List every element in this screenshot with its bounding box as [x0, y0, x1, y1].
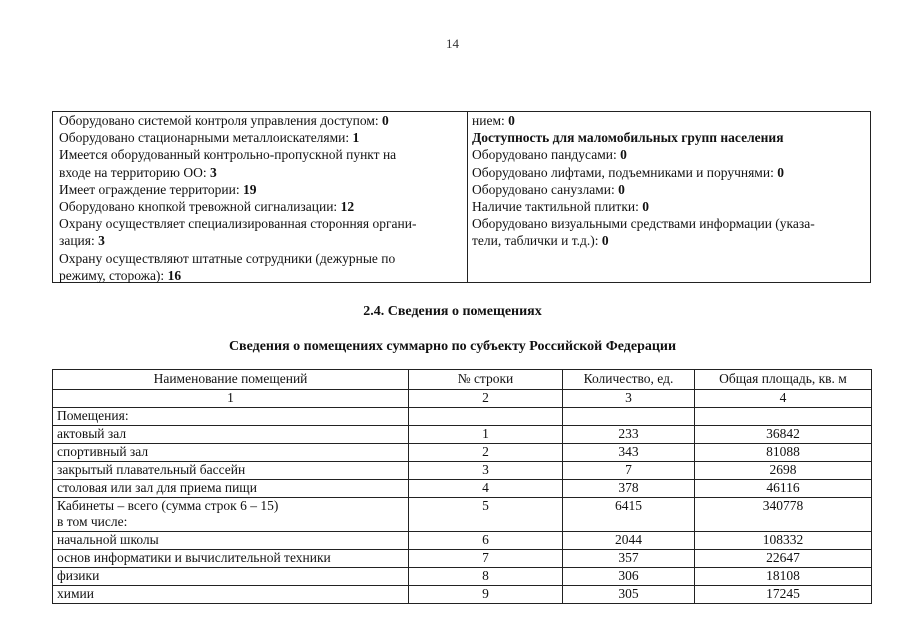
room-area: 81088	[695, 444, 872, 462]
room-count: 305	[563, 586, 695, 604]
info-line: Оборудовано кнопкой тревожной сигнализации: 12	[59, 199, 355, 215]
line-number: 3	[409, 462, 563, 480]
table-row	[53, 444, 872, 462]
accessibility-heading: Доступность для маломобильных групп населения	[472, 130, 784, 146]
room-area: 2698	[695, 462, 872, 480]
group-label: Помещения:	[53, 408, 409, 426]
column-header: Наименование помещений	[53, 370, 409, 390]
room-area: 36842	[695, 426, 872, 444]
room-count: 6415	[563, 498, 695, 532]
room-area: 340778	[695, 498, 872, 532]
cabinets-sublabel: в том числе:	[57, 514, 128, 529]
section-title: 2.4. Сведения о помещениях	[363, 304, 542, 319]
page-number: 14	[446, 36, 459, 51]
room-name: спортивный зал	[53, 444, 409, 462]
info-line: Оборудовано системой контроля управления доступом: 0	[59, 113, 389, 128]
rooms-table	[52, 369, 872, 604]
line-number: 9	[409, 586, 563, 604]
room-name: основ информатики и вычислительной техники	[53, 550, 409, 568]
info-line: Охрану осуществляет специализированная сторонняя органи-	[59, 216, 417, 232]
table-row	[53, 568, 872, 586]
room-area: 18108	[695, 568, 872, 586]
table-row	[53, 550, 872, 568]
room-count: 233	[563, 426, 695, 444]
line-number: 5	[409, 498, 563, 532]
info-line: Наличие тактильной плитки: 0	[472, 199, 649, 215]
info-line: Оборудовано визуальными средствами информации (указа-	[472, 216, 815, 232]
info-line: Оборудовано стационарными металлоискателями: 1	[59, 130, 360, 146]
room-count: 343	[563, 444, 695, 462]
room-count: 2044	[563, 532, 695, 550]
room-name: столовая или зал для приема пищи	[53, 480, 409, 498]
line-number: 1	[409, 426, 563, 444]
table-row	[53, 586, 872, 604]
room-count: 7	[563, 462, 695, 480]
info-line: входе на территорию ОО: 3	[59, 164, 217, 180]
column-header: Количество, ед.	[563, 370, 695, 390]
room-name: начальной школы	[53, 532, 409, 550]
table-title: Сведения о помещениях суммарно по субъекту Российской Федерации	[228, 339, 677, 354]
table-row	[53, 426, 872, 444]
room-name: физики	[53, 568, 409, 586]
info-line: Охрану осуществляют штатные сотрудники (дежурные по	[59, 250, 396, 266]
line-number: 4	[409, 480, 563, 498]
cabinets-label: Кабинеты – всего (сумма строк 6 – 15)	[57, 498, 279, 513]
info-line: Имеет ограждение территории: 19	[59, 181, 257, 197]
column-number: 1	[53, 390, 409, 408]
line-number: 7	[409, 550, 563, 568]
column-header: Общая площадь, кв. м	[695, 370, 872, 390]
line-number: 6	[409, 532, 563, 550]
room-count: 378	[563, 480, 695, 498]
info-line: Оборудовано санузлами: 0	[472, 181, 625, 197]
group-label-row	[53, 408, 872, 426]
info-line: Оборудовано пандусами: 0	[472, 147, 627, 163]
column-divider	[467, 112, 468, 282]
room-area: 108332	[695, 532, 872, 550]
room-name: химии	[53, 586, 409, 604]
info-line: Имеется оборудованный контрольно-пропускной пункт на	[59, 147, 397, 163]
line-number: 8	[409, 568, 563, 586]
column-number: 3	[563, 390, 695, 408]
room-area: 22647	[695, 550, 872, 568]
info-line: тели, таблички и т.д.): 0	[472, 233, 609, 249]
room-count: 357	[563, 550, 695, 568]
room-name: актовый зал	[53, 426, 409, 444]
column-number-row	[53, 390, 872, 408]
info-line: режиму, сторожа): 16	[59, 267, 182, 283]
column-number: 4	[695, 390, 872, 408]
info-line: Оборудовано лифтами, подъемниками и поручнями: 0	[472, 164, 784, 180]
column-number: 2	[409, 390, 563, 408]
table-row-cabinets	[53, 498, 872, 532]
info-line: зация: 3	[59, 233, 105, 249]
room-count: 306	[563, 568, 695, 586]
table-row	[53, 462, 872, 480]
info-line: нием: 0	[472, 113, 515, 128]
room-area: 17245	[695, 586, 872, 604]
room-name	[53, 498, 409, 532]
room-area: 46116	[695, 480, 872, 498]
security-info-box	[52, 111, 871, 283]
room-name: закрытый плавательный бассейн	[53, 462, 409, 480]
column-header: № строки	[409, 370, 563, 390]
table-row	[53, 532, 872, 550]
accessibility-column	[472, 112, 864, 250]
table-header-row	[53, 370, 872, 390]
line-number: 2	[409, 444, 563, 462]
table-row	[53, 480, 872, 498]
security-column	[59, 112, 463, 284]
